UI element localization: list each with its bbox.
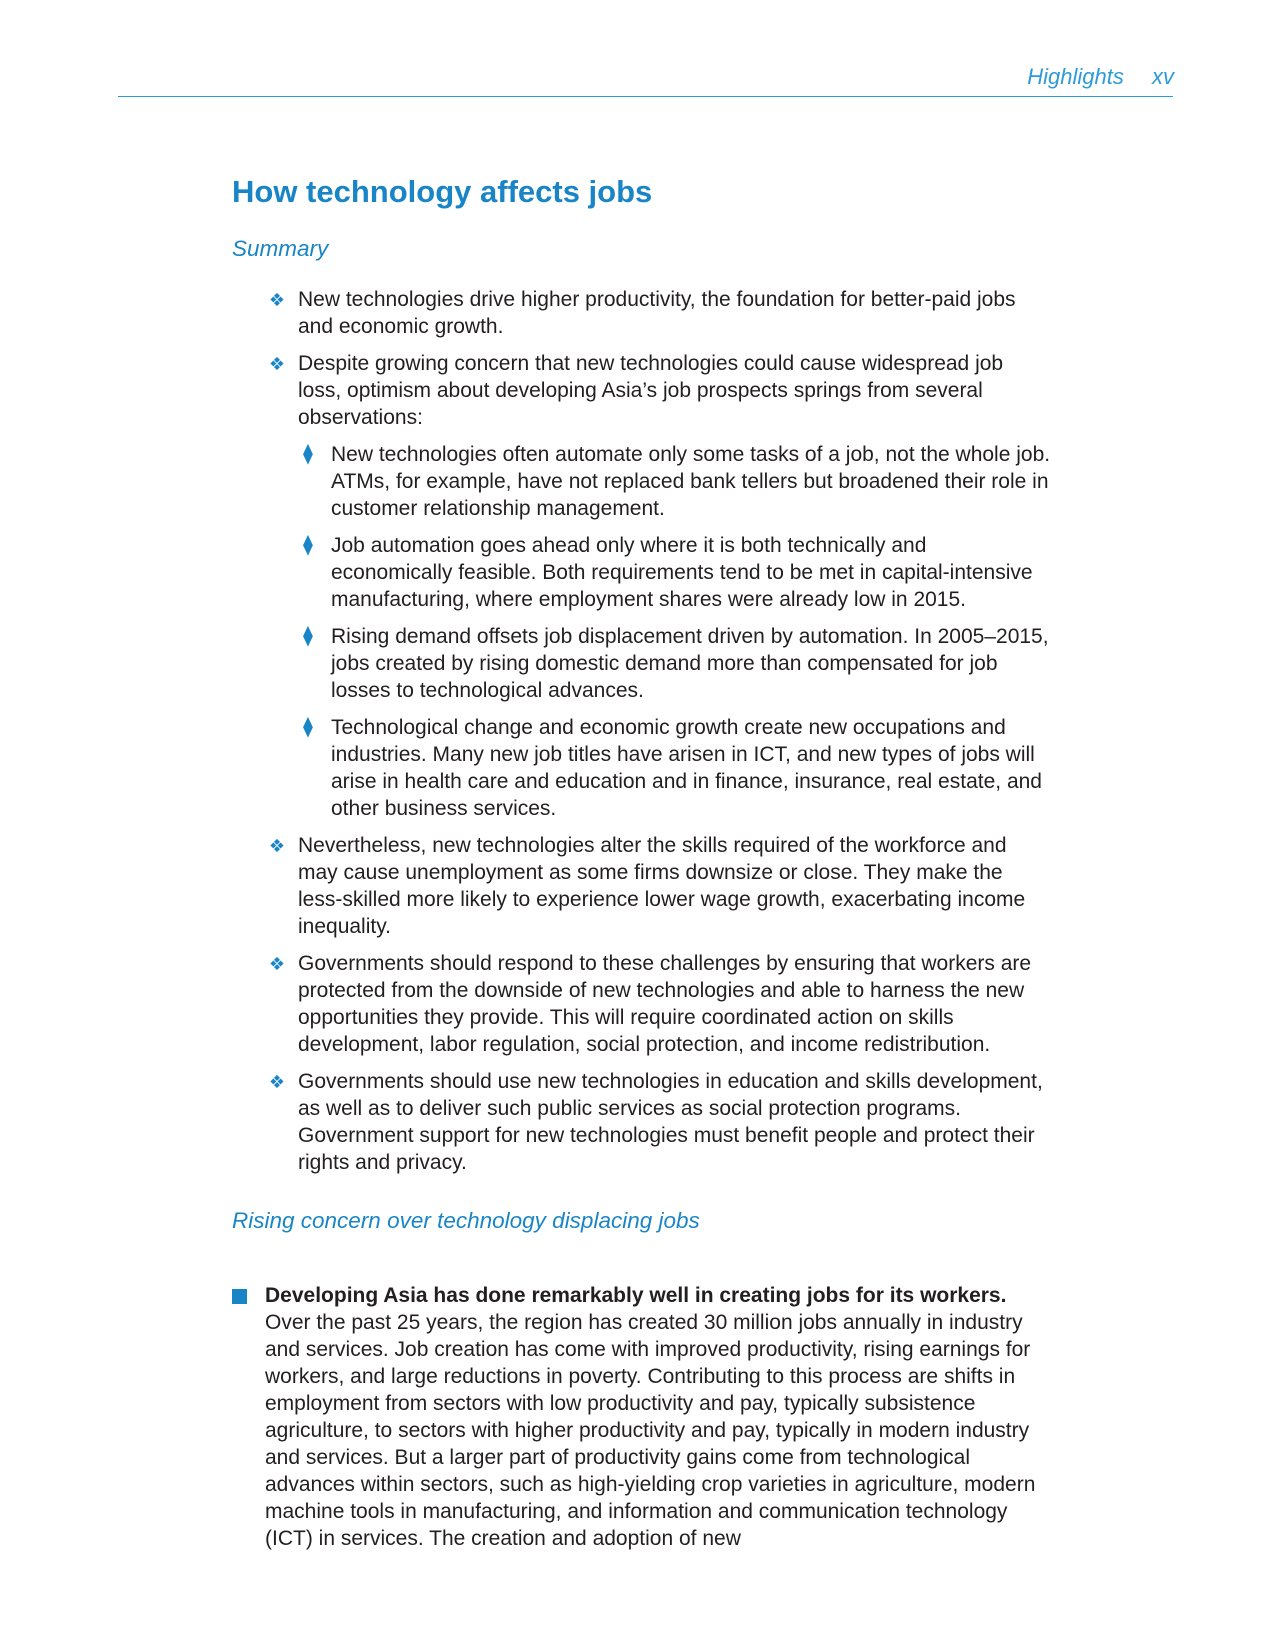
body-paragraph [232, 1282, 1052, 1552]
four-diamond-icon: ❖ [268, 836, 286, 856]
list-item [232, 286, 1052, 340]
four-diamond-icon: ❖ [268, 290, 286, 310]
page-title: How technology affects jobs [232, 174, 653, 209]
sub-list-item-text: Rising demand offsets job displacement driven by automation. In 2005–2015, jobs created by rising domestic demand more than compensated for job losses to technological advances. [331, 625, 1049, 702]
list-item [232, 950, 1052, 1058]
sub-list-item [298, 623, 1052, 704]
square-bullet-icon [232, 1289, 247, 1304]
list-item-text: Nevertheless, new technologies alter the skills required of the workforce and may cause unemployment as some firms downsize or close. They make the less-skilled more likely to experience lower wage growth, exacerbating income inequality. [298, 834, 1026, 938]
paragraph-lead: Developing Asia has done remarkably well in creating jobs for its workers. [265, 1284, 1007, 1307]
sub-list-item-text: Technological change and economic growth create new occupations and industries. Many new job titles have arisen in ICT, and new types of jobs will arise in health care and education and in finance, insurance, real estate, and other business services. [331, 716, 1042, 820]
sub-list-item [298, 441, 1052, 522]
four-diamond-icon: ❖ [268, 1072, 286, 1092]
list-item [232, 350, 1052, 822]
running-head [1027, 64, 1174, 90]
list-item-text: Despite growing concern that new technologies could cause widespread job loss, optimism about developing Asia’s job prospects springs from several observations: [298, 352, 1004, 429]
list-item [232, 1068, 1052, 1176]
sub-list-item [298, 714, 1052, 822]
page-number: xv [1152, 64, 1174, 89]
diamond-icon: ⧫ [303, 625, 313, 647]
sub-list-item-text: Job automation goes ahead only where it is both technically and economically feasible. Both requirements tend to be met in capital-intensive manufacturing, where employment shares were already low in 2015. [331, 534, 1033, 611]
list-item-text: New technologies drive higher productivity, the foundation for better-paid jobs and economic growth. [298, 288, 1016, 338]
header-rule [118, 96, 1173, 97]
diamond-icon: ⧫ [303, 443, 313, 465]
diamond-icon: ⧫ [303, 716, 313, 738]
page-content [232, 170, 1052, 1552]
section-label: Highlights [1027, 64, 1124, 89]
four-diamond-icon: ❖ [268, 954, 286, 974]
summary-heading: Summary [232, 236, 329, 261]
sub-list-item [298, 532, 1052, 613]
list-item-text: Governments should respond to these challenges by ensuring that workers are protected from the downside of new technologies and able to harness the new opportunities they provide. This will require coordinated action on skills development, labor regulation, social protection, and income redistribution. [298, 952, 1032, 1056]
summary-list [232, 286, 1052, 1176]
paragraph-body: Over the past 25 years, the region has created 30 million jobs annually in industry and services. Job creation has come with improved productivity, rising earnings for workers, and large reductions in poverty. Contributing to this process are shifts in employment from sectors with low productivity and pay, typically subsistence agriculture, to sectors with higher productivity and pay, typically in modern industry and services. But a larger part of productivity gains come from technological advances within sectors, such as high-yielding crop varieties in agriculture, modern machine tools in manufacturing, and information and communication technology (ICT) in services. The creation and adoption of new [265, 1311, 1036, 1550]
four-diamond-icon: ❖ [268, 354, 286, 374]
sub-list [298, 441, 1052, 822]
diamond-icon: ⧫ [303, 534, 313, 556]
sub-list-item-text: New technologies often automate only some tasks of a job, not the whole job. ATMs, for example, have not replaced bank tellers but broadened their role in customer relationship management. [331, 443, 1051, 520]
section-heading: Rising concern over technology displacing jobs [232, 1208, 700, 1233]
list-item [232, 832, 1052, 940]
list-item-text: Governments should use new technologies in education and skills development, as well as to deliver such public services as social protection programs. Government support for new technologies must benefit people and protect their rights and privacy. [298, 1070, 1043, 1174]
